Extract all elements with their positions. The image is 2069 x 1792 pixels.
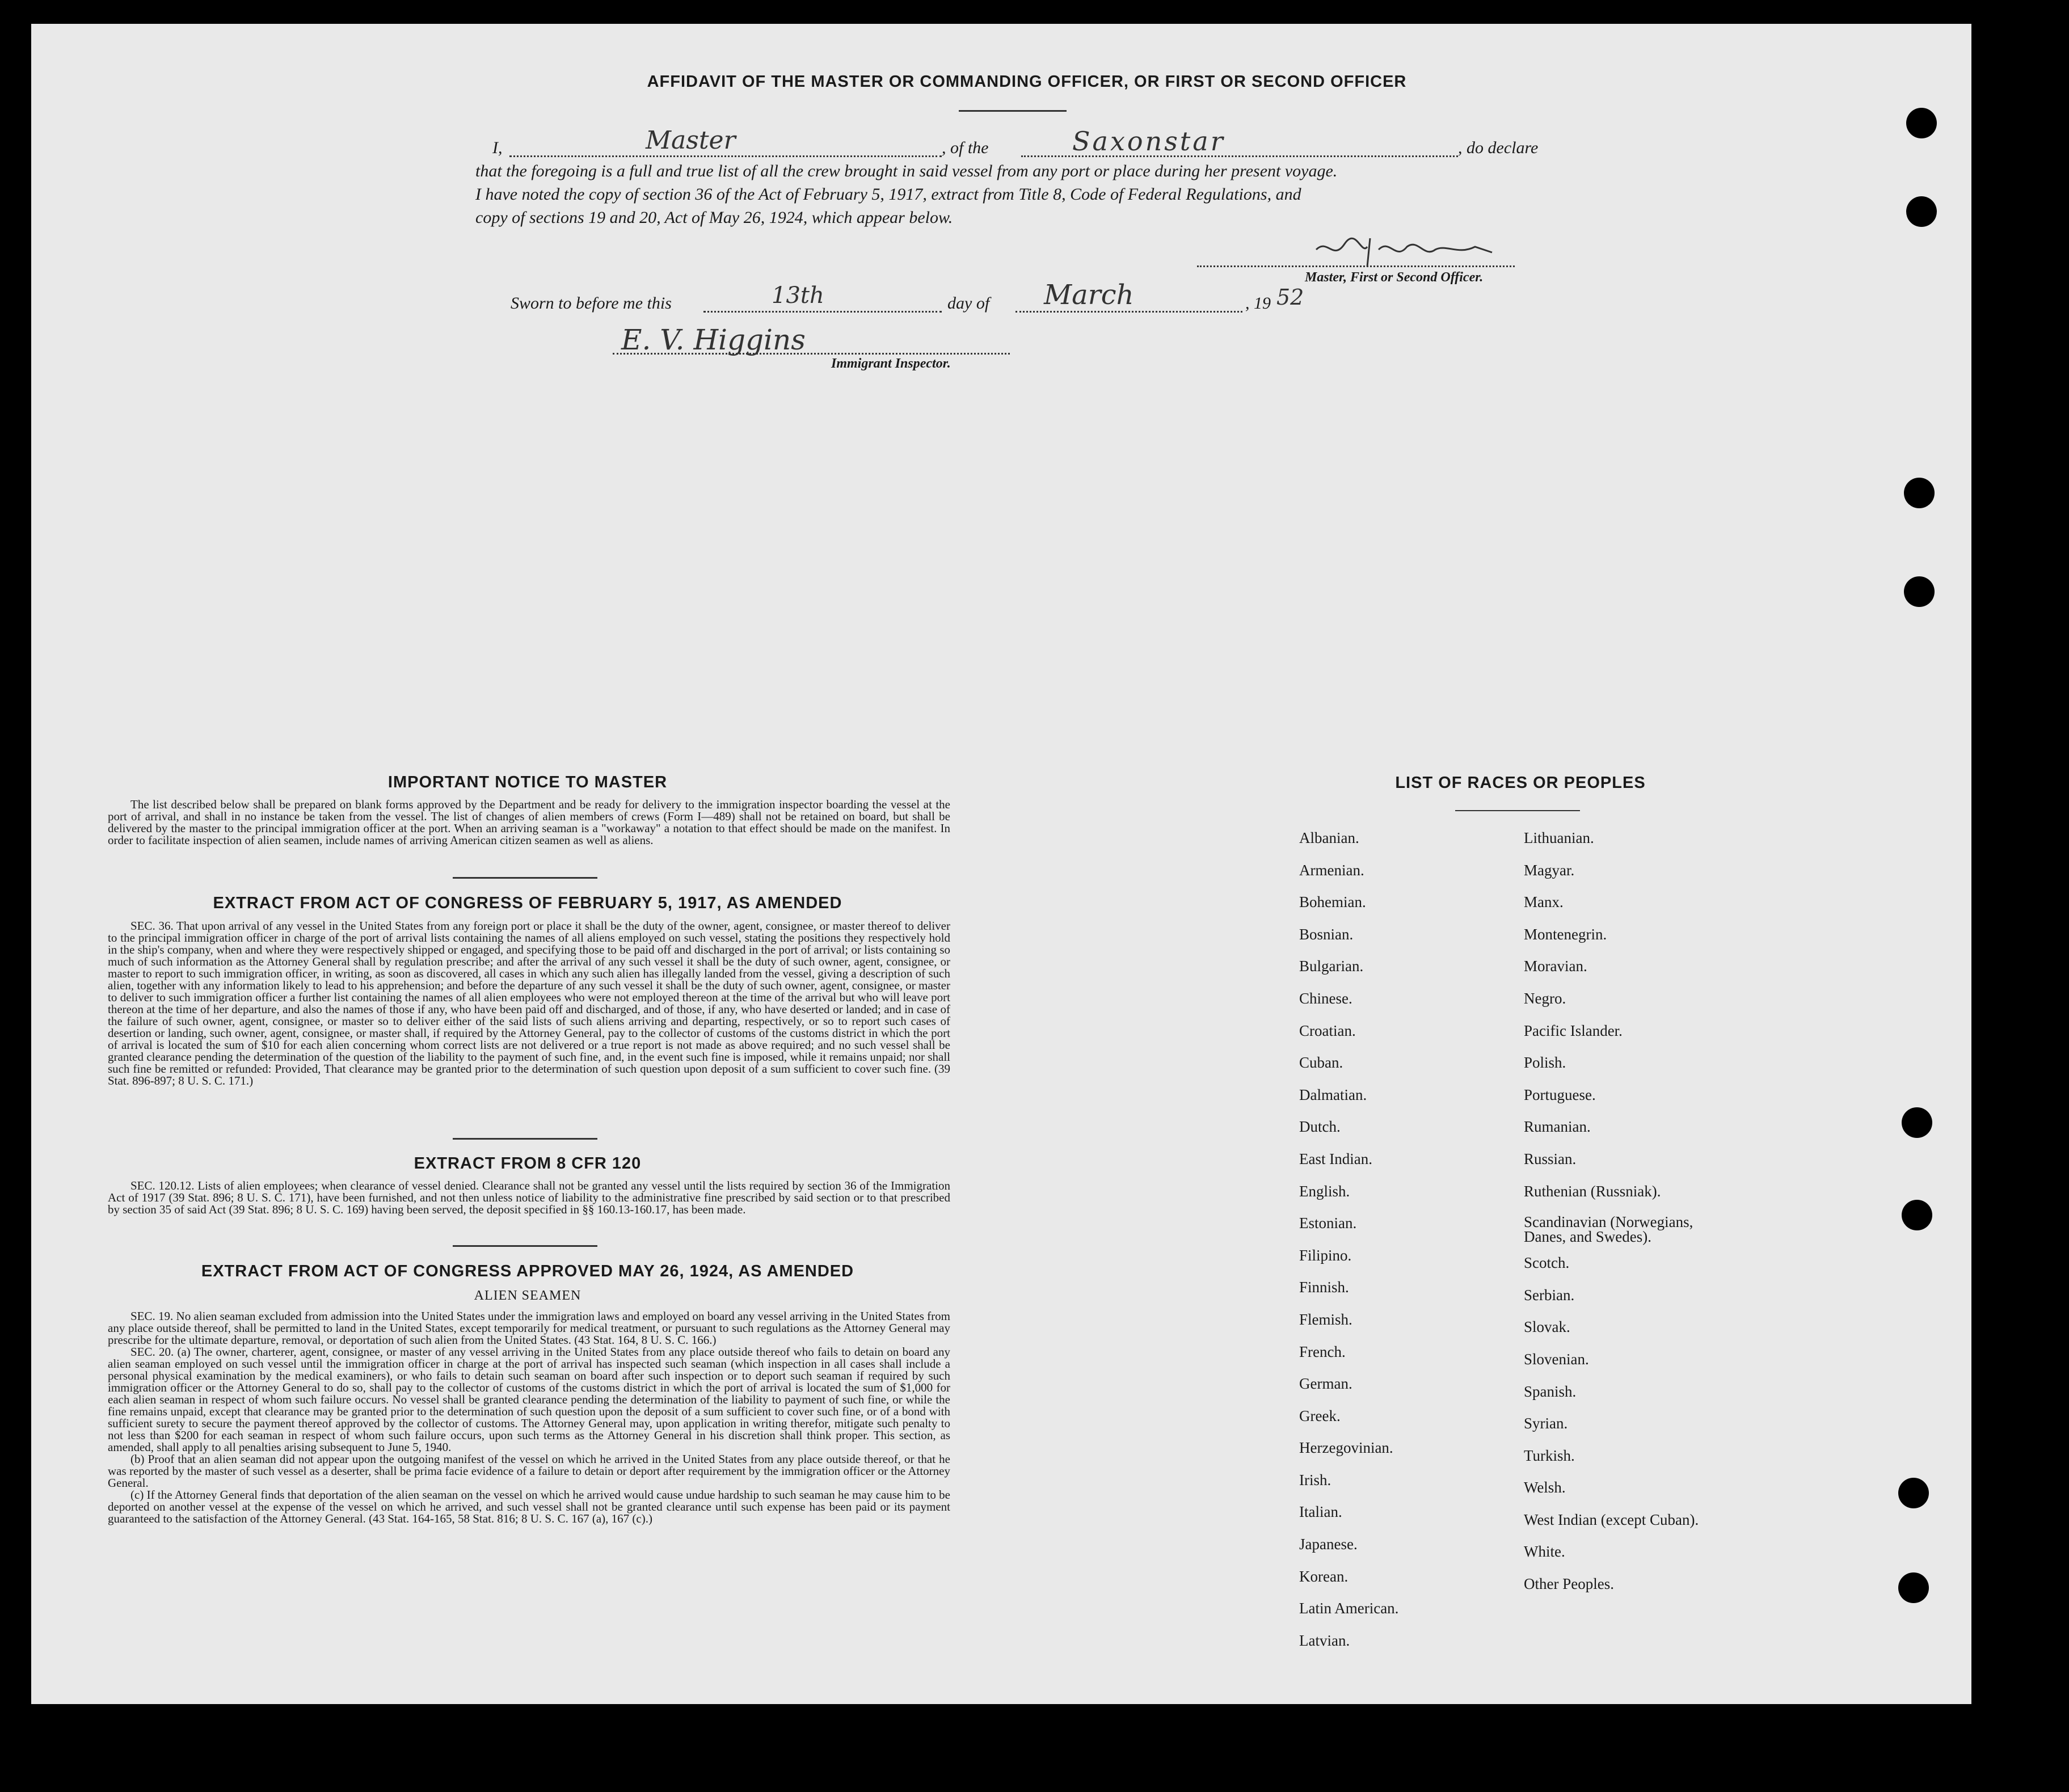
officer-title-handwritten: Master [646,126,736,155]
race-left-item: Croatian. [1299,1022,1356,1039]
notice-title: IMPORTANT NOTICE TO MASTER [387,773,668,791]
race-right-item: Slovenian. [1524,1350,1589,1368]
race-left-item: French. [1299,1343,1346,1360]
year-handwritten: 52 [1276,285,1304,310]
race-right-item: Negro. [1524,989,1566,1007]
race-left-item: German. [1299,1375,1352,1393]
declaration-i: I, [492,138,503,157]
day-handwritten: 13th [772,282,824,309]
race-right-item: Serbian. [1524,1286,1575,1304]
race-left-item: Albanian. [1299,829,1359,846]
day-blank-line [703,311,942,313]
signature-line [1197,265,1515,267]
race-left-item: East Indian. [1299,1150,1372,1167]
race-left-item: Bulgarian. [1299,958,1364,975]
inspector-signature: E. V. Higgins [621,323,806,356]
race-left-item: Chinese. [1299,989,1352,1007]
race-right-item: Ruthenian (Russniak). [1524,1182,1661,1200]
affidavit-title: AFFIDAVIT OF THE MASTER OR COMMANDING OFFICER, OR FIRST OR SECOND OFFICER [647,73,1407,91]
race-left-item: Italian. [1299,1503,1342,1521]
inspector-caption: Immigrant Inspector. [831,356,951,371]
punch-hole [1906,108,1937,138]
do-declare-label: , do declare [1458,138,1539,157]
race-left-item: Estonian. [1299,1215,1357,1232]
races-title: LIST OF RACES OR PEOPLES [1395,774,1646,792]
race-right-item: Welsh. [1524,1479,1566,1496]
sworn-label: Sworn to before me this [511,294,672,313]
title-blank-line [509,155,942,157]
race-left-item: Latvian. [1299,1631,1350,1649]
race-left-item: Japanese. [1299,1536,1358,1553]
title-underline [959,110,1067,112]
race-right-item: Scandinavian (Norwegians, Danes, and Swedes). [1524,1213,1693,1246]
race-left-item: Dalmatian. [1299,1086,1367,1103]
race-right-item: Polish. [1524,1054,1566,1072]
race-right-item: Lithuanian. [1524,829,1594,846]
race-right-item: Spanish. [1524,1382,1577,1400]
section-20a-paragraph: SEC. 20. (a) The owner, charterer, agent, consignee, or master of any vessel arriving in the United States from any place outside thereof who fails to detain on board any alien seaman employed on such vessel until the immigration officer in charge at the port of arrival has inspected such seaman (which inspection in all cases shall include a personal physical examination by the medical examiners), or who fails to detain such seaman on board after such inspection or to deport such seaman if required by such immigration officer or the Attorney General to do so, shall pay to the collector of customs of the customs district in which the port of arrival is located the sum of $1,000 for each alien seaman in respect of whom such failure occurs. No vessel shall be granted clearance pending the determination of the liability to payment of such fine, or while the fine remains unpaid, except that clearance may be granted prior to the determination of such question upon the deposit of a sum sufficient to cover such fine, or of a bond with sufficient surety to secure the payment thereof approved by the collector of customs. The Attorney General may, upon application in writing therefor, mitigate such penalty to not less than $200 for each seaman in respect of whom such failure occurs, upon such terms as the Attorney General in his discretion shall think proper. This section, as amended, shall apply to all penalties arising subsequent to June 5, 1940. [108,1345,950,1454]
declaration-line-3: I have noted the copy of section 36 of the Act of February 5, 1917, extract from Title 8, Code of Federal Regulations, and [475,185,1301,204]
race-right-item: Syrian. [1524,1415,1568,1432]
section-20c-paragraph: (c) If the Attorney General finds that deportation of the alien seaman on the vessel on which he arrived would cause undue hardship to such seaman he may cause him to be deported on another vessel at the expense of the vessel on which he arrived, and such vessel shall not be granted clearance until such expense has been paid or its payment guaranteed to the satisfaction of the Attorney General. (43 Stat. 164-165, 58 Stat. 816; 8 U. S. C. 167 (a), 167 (c).) [108,1488,950,1525]
extract-1924-subtitle: ALIEN SEAMEN [474,1288,581,1303]
race-right-item: Portuguese. [1524,1086,1596,1103]
day-of-label: day of [947,294,990,313]
month-blank-line [1015,311,1242,313]
race-left-item: Herzegovinian. [1299,1439,1393,1457]
race-right-item: Rumanian. [1524,1118,1591,1136]
race-right-item: Scotch. [1524,1254,1570,1272]
race-right-item: Manx. [1524,893,1564,911]
punch-hole [1898,1478,1929,1508]
inspector-line [613,353,1010,355]
punch-hole [1904,576,1935,607]
month-handwritten: March [1044,279,1134,311]
race-left-item: Armenian. [1299,861,1364,879]
race-right-item: Montenegrin. [1524,925,1607,943]
punch-hole [1898,1572,1929,1603]
races-list-right [1524,829,1762,1608]
section-19-paragraph: SEC. 19. No alien seaman excluded from admission into the United States under the immigration laws and employed on board any vessel arriving in the United States from any place outside thereof, shall be permitted to land in the United States, except temporarily for medical treatment, or pursuant to such regulations as the Attorney General may prescribe for the ultimate departure, removal, or deportation of such alien from the United States. (43 Stat. 164, 8 U. S. C. 166.) [108,1309,950,1347]
divider [453,1245,597,1247]
race-left-item: Finnish. [1299,1279,1349,1296]
race-left-item: English. [1299,1182,1350,1200]
race-left-item: Dutch. [1299,1118,1341,1136]
punch-hole [1904,478,1935,508]
declaration-line-2: that the foregoing is a full and true list of all the crew brought in said vessel from any port or place during her present voyage. [475,162,1338,180]
punch-hole [1906,196,1937,227]
divider [453,877,597,879]
extract-1924-body [108,1310,950,1525]
race-left-item: Bosnian. [1299,925,1354,943]
divider [453,1138,597,1140]
signature-caption: Master, First or Second Officer. [1305,270,1484,285]
section-20b-paragraph: (b) Proof that an alien seaman did not appear upon the outgoing manifest of the vessel on which he arrived in the United States from any place outside thereof, or that he was reported by the master of such vessel as a deserter, shall be prima facie evidence of a failure to detain or deport after requirement by the immigration officer or the Attorney General. [108,1452,950,1490]
race-left-item: Korean. [1299,1567,1349,1585]
extract-1917-body: SEC. 36. That upon arrival of any vessel in the United States from any foreign port or place it shall be the duty of the owner, agent, consignee, or master thereof to deliver to the principal immigration officer in charge of the port of arrival lists containing the names of all aliens employed on such vessel, stating the positions they respectively hold in the ship's company, when and where they were respectively shipped or engaged, and specifying those to be paid off and discharged in the port of arrival; or lists containing so much of such information as the Attorney General shall by regulation prescribe; and after the arrival of any such vessel it shall be the duty of such owner, agent, consignee, or master to report to such immigration officer, in writing, as soon as discovered, all cases in which any such alien has illegally landed from the vessel, giving a description of such alien, together with any information likely to lead to his apprehension; and before the departure of any such vessel it shall be the duty of such owner, agent, consignee, or master to deliver to such immigration officer a further list containing the names of all alien employees who were not employed thereon at the time of the arrival but who will leave port thereon at the time of her departure, and also the names of those if any, who have been paid off and discharged, and of those, if any, who have deserted or landed; and in case of the failure of such owner, agent, consignee, or master so to deliver either of the said lists of such aliens arriving and departing, respectively, or so to report such cases of desertion or landing, such owner, agent, consignee, or master shall, if required by the Attorney General, pay to the collector of customs of the customs district in which the port of arrival is located the sum of $10 for each alien concerning whom correct lists are not delivered or a true report is not made as above required; and no such vessel shall be granted clearance pending the determination of the question of the liability to the payment of such fine, and, in the event such fine is imposed, while it remains unpaid; nor shall such fine be remitted or refunded: Provided, That clearance may be granted prior to the determination of such question upon deposit of a sum sufficient to cover such fine. (39 Stat. 896-897; 8 U. S. C. 171.) [108,919,950,1087]
of-the-label: , of the [942,138,989,157]
race-right-item: White. [1524,1543,1565,1561]
extract-1924-title: EXTRACT FROM ACT OF CONGRESS APPROVED MAY 26, 1924, AS AMENDED [201,1262,854,1280]
race-right-item: Moravian. [1524,958,1587,975]
race-left-item: Irish. [1299,1471,1331,1489]
race-right-item: Magyar. [1524,861,1575,879]
notice-body: The list described below shall be prepared on blank forms approved by the Department and be ready for delivery to the immigration inspector boarding the vessel at the port of arrival, and shall in no instance be taken from the vessel. The list of changes of alien members of crews (Form I—489) shall not be retained on board, but shall be delivered by the master to the principal immigration officer at the port. When an arriving seaman is a "workaway" a notation to that effect should be made on the manifest. In order to facilitate inspection of alien seamen, include names of arriving American citizen seamen as well as aliens. [108,798,950,847]
race-left-item: Flemish. [1299,1310,1352,1328]
race-left-item: Latin American. [1299,1600,1399,1617]
extract-cfr-body: SEC. 120.12. Lists of alien employees; when clearance of vessel denied. Clearance shall not be granted any vessel until the lists required by section 36 of the Immigration Act of 1917 (39 Stat. 896; 8 U. S. C. 171), have been furnished, and not then unless notice of liability to the administrative fine prescribed by said section or to that prescribed by section 35 of said Act (39 Stat. 896; 8 U. S. C. 169) having been served, the deposit specified in §§ 160.13-160.17, has been made. [108,1179,950,1216]
race-left-item: Greek. [1299,1407,1341,1424]
race-left-item: Bohemian. [1299,893,1366,911]
race-right-item: Turkish. [1524,1447,1575,1464]
punch-hole [1902,1200,1932,1230]
declaration-line-4: copy of sections 19 and 20, Act of May 26, 1924, which appear below. [475,208,953,227]
extract-1917-title: EXTRACT FROM ACT OF CONGRESS OF FEBRUARY 5, 1917, AS AMENDED [213,894,842,912]
extract-cfr-title: EXTRACT FROM 8 CFR 120 [414,1154,642,1173]
race-right-item: Other Peoples. [1524,1575,1614,1593]
race-right-item: West Indian (except Cuban). [1524,1511,1699,1528]
race-left-item: Cuban. [1299,1054,1343,1072]
year-prefix: , 19 [1245,294,1271,313]
vessel-name-handwritten: Saxonstar [1072,126,1225,157]
races-list-left [1299,829,1515,1664]
punch-hole [1902,1107,1932,1138]
race-left-item: Filipino. [1299,1246,1352,1264]
race-right-item: Slovak. [1524,1318,1570,1336]
race-right-item: Pacific Islander. [1524,1022,1623,1039]
races-title-underline [1455,810,1580,811]
race-right-item: Russian. [1524,1150,1577,1167]
